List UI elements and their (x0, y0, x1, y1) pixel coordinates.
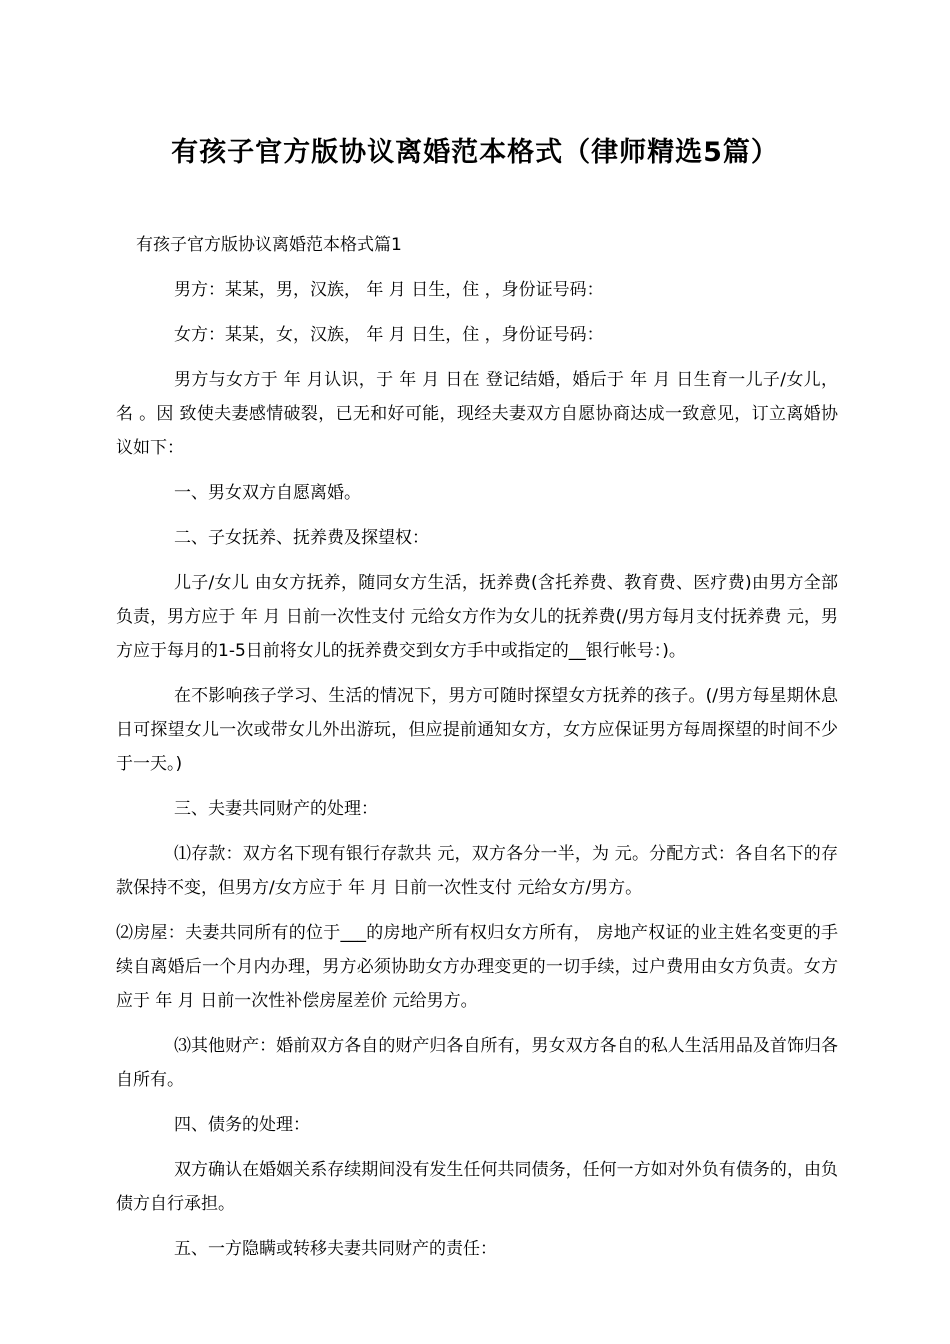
clause-1: 一、男女双方自愿离婚。 (174, 483, 361, 503)
clause-4-heading: 四、债务的处理： (174, 1115, 310, 1135)
clause-2-custody: 儿子/女儿 由女方抚养，随同女方生活，抚养费(含托养费、教育费、医疗费)由男方全部负责，男方应于 年 月 日前一次性支付 元给女方作为女儿的抚养费(/男方每月支付抚养费 元，男方应于每月的1-5日前将女儿的抚养费交到女方手中或指定的__银行帐号：)。 (116, 573, 838, 661)
clause-3-other-property: ⑶其他财产：婚前双方各自的财产归各自所有，男女双方各自的私人生活用品及首饰归各自所有。 (116, 1036, 838, 1090)
clause-2-visitation: 在不影响孩子学习、生活的情况下，男方可随时探望女方抚养的孩子。(/男方每星期休息日可探望女儿一次或带女儿外出游玩，但应提前通知女方，女方应保证男方每周探望的时间不少于一天。) (116, 686, 838, 774)
paragraph-male-party: 男方：某某，男，汉族， 年 月 日生，住 ，身份证号码： (174, 280, 604, 300)
clause-5-heading: 五、一方隐瞒或转移夫妻共同财产的责任： (174, 1239, 497, 1259)
document-body (116, 228, 838, 1277)
paragraph-intro: 男方与女方于 年 月认识，于 年 月 日在 登记结婚，婚后于 年 月 日生育一儿子/女儿，名 。因 致使夫妻感情破裂，已无和好可能，现经夫妻双方自愿协商达成一致意见，订立离婚协议如下： (116, 370, 838, 458)
clause-3-heading: 三、夫妻共同财产的处理： (174, 799, 378, 819)
clause-3-deposits: ⑴存款：双方名下现有银行存款共 元，双方各分一半，为 元。分配方式：各自名下的存款保持不变，但男方/女方应于 年 月 日前一次性支付 元给女方/男方。 (116, 844, 838, 898)
clause-4-debts: 双方确认在婚姻关系存续期间没有发生任何共同债务，任何一方如对外负有债务的，由负债方自行承担。 (116, 1160, 838, 1214)
document-title: 有孩子官方版协议离婚范本格式（律师精选5篇） (171, 137, 779, 168)
clause-3-house: ⑵房屋：夫妻共同所有的位于___的房地产所有权归女方所有， 房地产权证的业主姓名变更的手续自离婚后一个月内办理，男方必须协助女方办理变更的一切手续，过户费用由女方负责。女方应于 年 月 日前一次性补偿房屋差价 元给男方。 (116, 923, 838, 1011)
paragraph-female-party: 女方：某某，女，汉族， 年 月 日生，住 ，身份证号码： (174, 325, 604, 345)
clause-2-heading: 二、子女抚养、抚养费及探望权： (174, 528, 429, 548)
section-heading: 有孩子官方版协议离婚范本格式篇1 (136, 235, 402, 255)
